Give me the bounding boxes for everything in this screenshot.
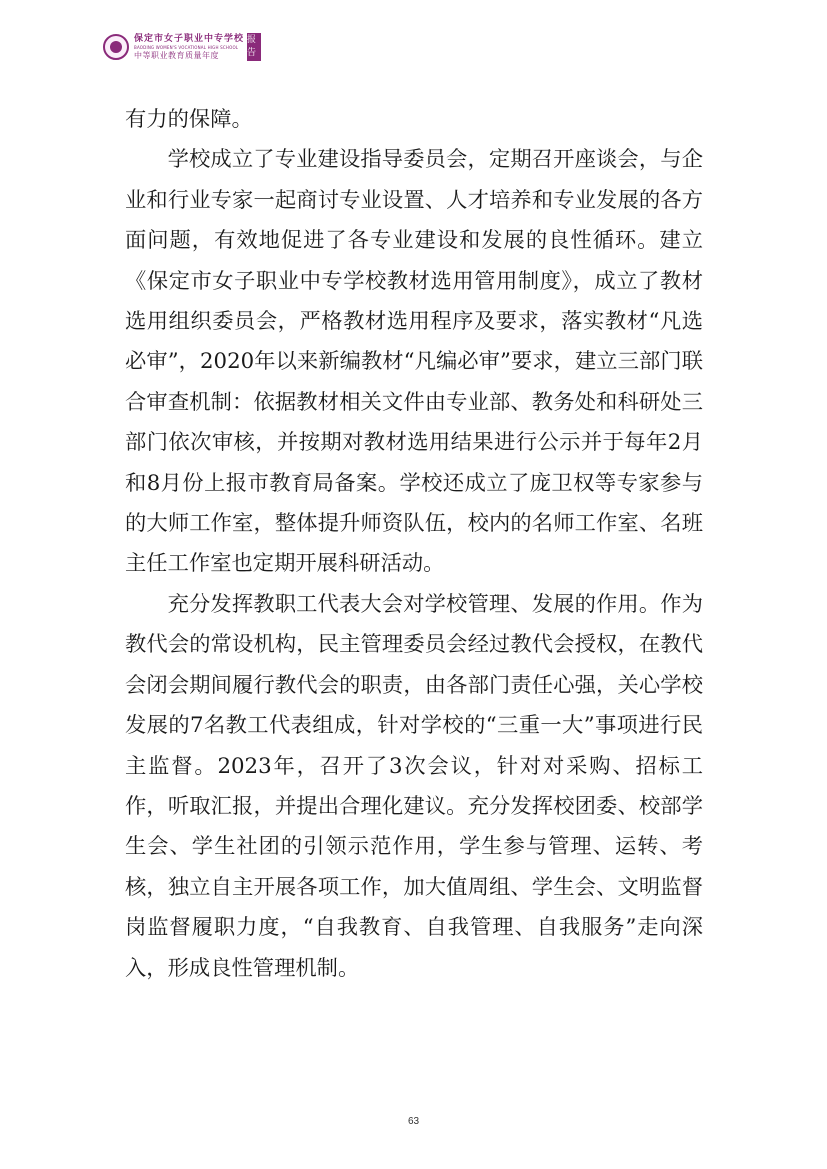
report-title: 中等职业教育质量年度 — [134, 50, 219, 60]
page-header — [103, 30, 261, 64]
paragraph-continuation: 有力的保障。 — [125, 107, 253, 132]
paragraph: 充分发挥教职工代表大会对学校管理、发展的作用。作为教代会的常设机构，民主管理委员会经过教代会授权，在教代会闭会期间履行教代会的职责，由各部门责任心强，关心学校发展的7名教工代表组成，针对学校的“三重一大”事项进行民主监督。2023年，召开了3次会议，针对对采购、招标工作，听取汇报，并提出合理化建议。充分发挥校团委、校部学生会、学生社团的引领示范作用，学生参与管理、运转、考核，独立自主开展各项工作，加大值周组、学生会、文明监督岗监督履职力度，“自我教育、自我管理、自我服务”走向深入，形成良性管理机制。 — [125, 591, 703, 981]
header-text — [134, 35, 244, 60]
school-logo-icon — [103, 34, 129, 60]
page-number: 63 — [407, 1116, 420, 1127]
school-name-en: BAODING WOMEN'S VOCATIONAL HIGH SCHOOL — [134, 44, 239, 50]
report-badge: 报告 — [247, 33, 261, 61]
paragraph: 学校成立了专业建设指导委员会，定期召开座谈会，与企业和行业专家一起商讨专业设置、人才培养和专业发展的各方面问题，有效地促进了各专业建设和发展的良性循环。建立《保定市女子职业中专学校教材选用管用制度》，成立了教材选用组织委员会，严格教材选用程序及要求，落实教材“凡选必审”，2020年以来新编教材“凡编必审”要求，建立三部门联合审查机制：依据教材相关文件由专业部、教务处和科研处三部门依次审核，并按期对教材选用结果进行公示并于每年2月和8月份上报市教育局备案。学校还成立了庞卫权等专家参与的大师工作室，整体提升师资队伍，校内的名师工作室、名班主任工作室也定期开展科研活动。 — [125, 147, 703, 577]
school-name: 保定市女子职业中专学校 — [134, 33, 245, 44]
body-text — [125, 100, 703, 989]
